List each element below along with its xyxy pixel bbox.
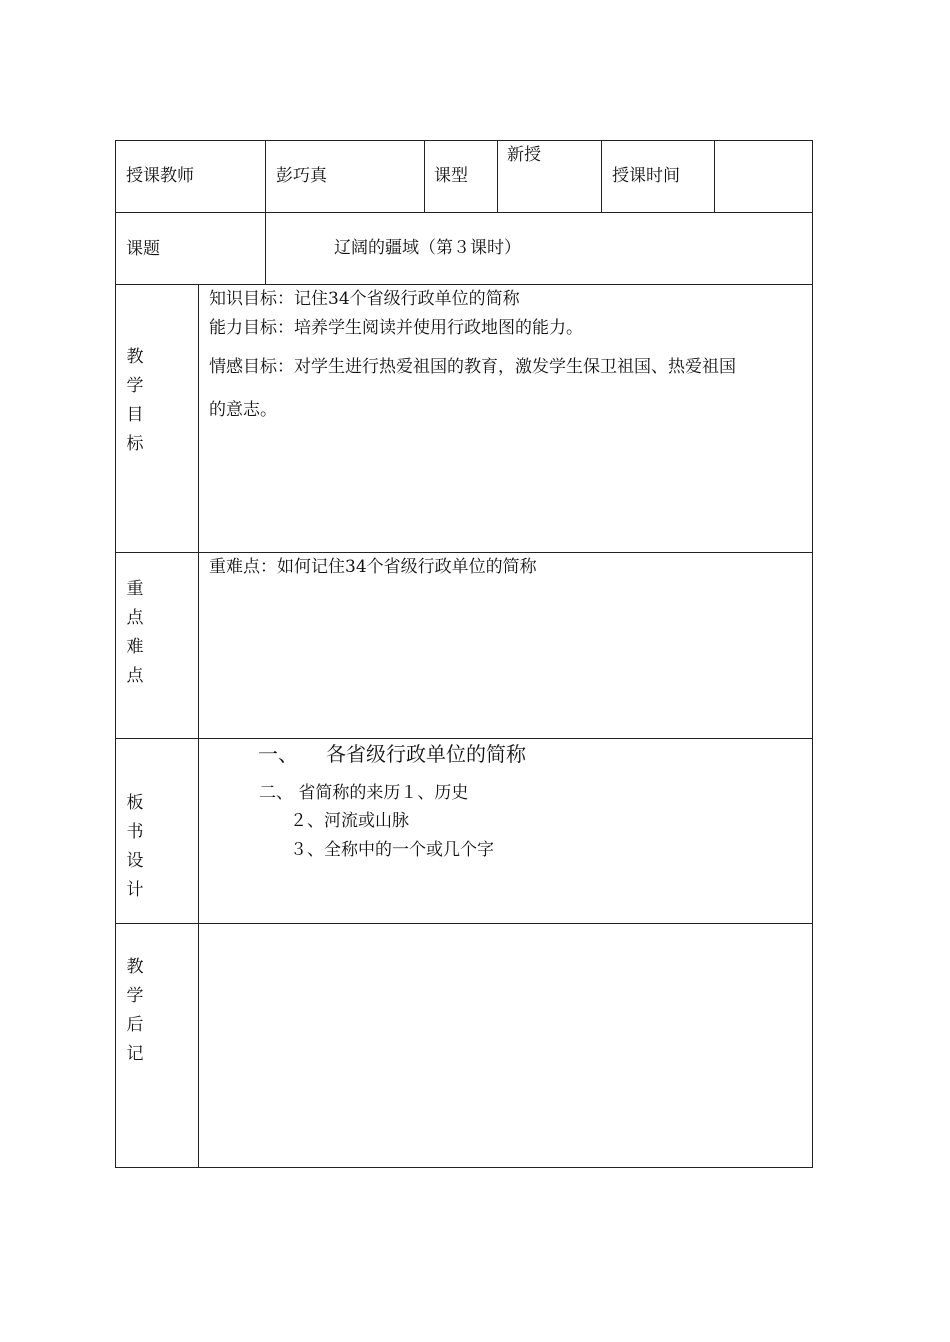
reflection-label-char: 学 (126, 986, 144, 1006)
topic-label: 课题 (126, 239, 160, 259)
row-divider-4 (115, 738, 813, 739)
table-border-top (115, 140, 813, 141)
row-divider-3 (115, 552, 813, 553)
board-design-label-char: 书 (126, 822, 144, 842)
table-border-bottom (115, 1167, 813, 1168)
label-column-divider (198, 284, 199, 1168)
ability-objective: 能力目标：培养学生阅读并使用行政地图的能力。 (209, 318, 583, 338)
row-divider-1 (115, 212, 813, 213)
lesson-type-value: 新授 (507, 145, 541, 165)
table-border-left (115, 140, 116, 1168)
board-design-label-char: 设 (126, 851, 144, 871)
teacher-name: 彭巧真 (276, 166, 327, 186)
reflection-label-char: 后 (126, 1015, 144, 1035)
header-divider-4 (601, 140, 602, 213)
row-divider-5 (115, 923, 813, 924)
header-divider-5 (714, 140, 715, 213)
key-points-label-char: 点 (126, 608, 144, 628)
reflection-label-char: 教 (126, 957, 144, 977)
reflection-label (123, 953, 147, 1069)
table-border-right (812, 140, 813, 1168)
key-points-label (123, 575, 147, 691)
objectives-label-char: 目 (126, 405, 144, 425)
objectives-label-char: 教 (126, 347, 144, 367)
objectives-label-char: 学 (126, 376, 144, 396)
knowledge-objective: 知识目标：记住34个省级行政单位的简称 (209, 289, 520, 309)
objectives-label-char: 标 (126, 434, 144, 454)
row-divider-2 (115, 284, 813, 285)
board-item2-sub3: ３、全称中的一个或几个字 (290, 840, 494, 860)
teacher-label: 授课教师 (126, 166, 194, 186)
board-item1-number: 一、 (258, 742, 298, 766)
board-design-label-char: 计 (126, 880, 144, 900)
lesson-type-label: 课型 (434, 166, 468, 186)
board-design-label (123, 789, 147, 905)
emotion-objective-line2: 的意志。 (209, 400, 277, 420)
board-item2: 二、 省简称的来历１、历史 (259, 783, 469, 803)
topic-value: 辽阔的疆域（第３课时） (334, 238, 521, 258)
key-points-label-char: 点 (126, 666, 144, 686)
header-divider-2 (424, 140, 425, 213)
key-points-label-char: 难 (126, 637, 144, 657)
header-divider-3 (497, 140, 498, 213)
objectives-label (123, 343, 147, 459)
board-item2-sub2: ２、河流或山脉 (290, 811, 409, 831)
lesson-time-label: 授课时间 (612, 166, 680, 186)
board-item1-text: 各省级行政单位的简称 (326, 742, 526, 766)
emotion-objective-line1: 情感目标：对学生进行热爱祖国的教育，激发学生保卫祖国、热爱祖国 (209, 357, 736, 377)
header-divider-1 (265, 140, 266, 285)
key-points-label-char: 重 (126, 579, 144, 599)
key-points-text: 重难点：如何记住34个省级行政单位的简称 (209, 557, 537, 577)
board-design-label-char: 板 (126, 793, 144, 813)
reflection-label-char: 记 (126, 1044, 144, 1064)
